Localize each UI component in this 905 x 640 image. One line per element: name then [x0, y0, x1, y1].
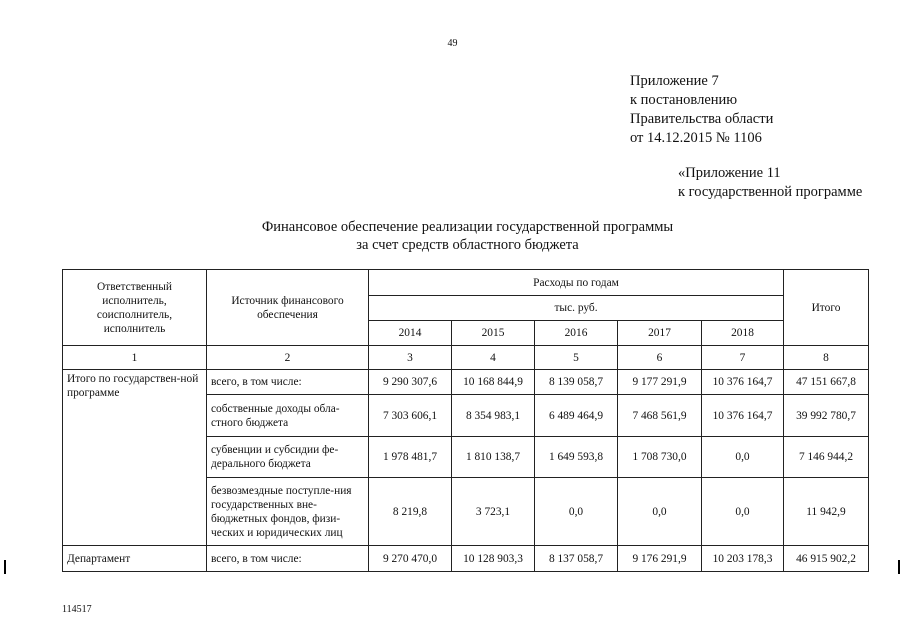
value-cell: 1 649 593,8 — [535, 437, 618, 478]
value-cell: 6 489 464,9 — [535, 395, 618, 437]
value-cell: 10 128 903,3 — [452, 546, 535, 572]
value-cell: 7 303 606,1 — [369, 395, 452, 437]
title-line: Финансовое обеспечение реализации государственной программы — [261, 219, 674, 235]
value-cell: 0,0 — [535, 478, 618, 546]
financing-table — [62, 269, 869, 572]
column-number-row — [63, 346, 869, 370]
table-row — [63, 546, 869, 572]
value-cell: 10 203 178,3 — [702, 546, 784, 572]
value-cell: 8 354 983,1 — [452, 395, 535, 437]
header-unit: тыс. руб. — [369, 296, 784, 321]
header-year: 2018 — [702, 321, 784, 346]
value-cell: 10 376 164,7 — [702, 370, 784, 395]
value-cell: 8 137 058,7 — [535, 546, 618, 572]
source-cell: всего, в том числе: — [207, 370, 369, 395]
column-number: 6 — [618, 346, 702, 370]
department-executor: Департамент — [63, 546, 207, 572]
header-total: Итого — [784, 270, 869, 346]
column-number: 7 — [702, 346, 784, 370]
appendix-line: от 14.12.2015 № 1106 — [630, 130, 762, 146]
value-cell: 3 723,1 — [452, 478, 535, 546]
appendix-line: к постановлению — [630, 92, 738, 108]
appendix-program-line: «Приложение 11 — [678, 165, 781, 181]
scan-edge-mark — [898, 560, 900, 574]
page-number: 49 — [447, 38, 458, 49]
column-number: 5 — [535, 346, 618, 370]
appendix-header — [630, 72, 773, 148]
source-cell: всего, в том числе: — [207, 546, 369, 572]
column-number: 2 — [207, 346, 369, 370]
source-cell: собственные доходы обла-стного бюджета — [207, 395, 369, 437]
value-cell: 8 139 058,7 — [535, 370, 618, 395]
column-number: 4 — [452, 346, 535, 370]
header-year: 2017 — [618, 321, 702, 346]
value-cell: 0,0 — [618, 478, 702, 546]
value-cell: 1 708 730,0 — [618, 437, 702, 478]
table-row — [63, 370, 869, 395]
header-expenses: Расходы по годам — [369, 270, 784, 296]
total-cell: 11 942,9 — [784, 478, 869, 546]
header-source: Источник финансового обеспечения — [207, 270, 369, 346]
column-number: 1 — [63, 346, 207, 370]
header-row — [63, 270, 869, 296]
source-cell: субвенции и субсидии фе-дерального бюджета — [207, 437, 369, 478]
program-total-executor: Итого по государствен-ной программе — [63, 370, 207, 546]
header-year: 2014 — [369, 321, 452, 346]
appendix-line: Правительства области — [630, 111, 774, 127]
appendix-line: Приложение 7 — [630, 73, 719, 89]
source-cell: безвозмездные поступле-ния государственных вне-бюджетных фондов, физи-ческих и юридических лиц — [207, 478, 369, 546]
value-cell: 10 168 844,9 — [452, 370, 535, 395]
total-cell: 46 915 902,2 — [784, 546, 869, 572]
value-cell: 9 290 307,6 — [369, 370, 452, 395]
header-year: 2016 — [535, 321, 618, 346]
value-cell: 9 177 291,9 — [618, 370, 702, 395]
appendix-program-header — [678, 164, 862, 202]
value-cell: 8 219,8 — [369, 478, 452, 546]
scan-edge-mark — [4, 560, 6, 574]
value-cell: 0,0 — [702, 478, 784, 546]
value-cell: 1 978 481,7 — [369, 437, 452, 478]
document-title — [0, 218, 905, 254]
header-executor: Ответственный исполнитель, соисполнитель, исполнитель — [63, 270, 207, 346]
total-cell: 7 146 944,2 — [784, 437, 869, 478]
value-cell: 9 176 291,9 — [618, 546, 702, 572]
value-cell: 1 810 138,7 — [452, 437, 535, 478]
value-cell: 7 468 561,9 — [618, 395, 702, 437]
title-line: за счет средств областного бюджета — [356, 237, 579, 253]
document-number: 114517 — [62, 604, 92, 615]
total-cell: 39 992 780,7 — [784, 395, 869, 437]
value-cell: 10 376 164,7 — [702, 395, 784, 437]
header-year: 2015 — [452, 321, 535, 346]
total-cell: 47 151 667,8 — [784, 370, 869, 395]
column-number: 8 — [784, 346, 869, 370]
appendix-program-line: к государственной программе — [678, 184, 863, 200]
value-cell: 9 270 470,0 — [369, 546, 452, 572]
column-number: 3 — [369, 346, 452, 370]
value-cell: 0,0 — [702, 437, 784, 478]
